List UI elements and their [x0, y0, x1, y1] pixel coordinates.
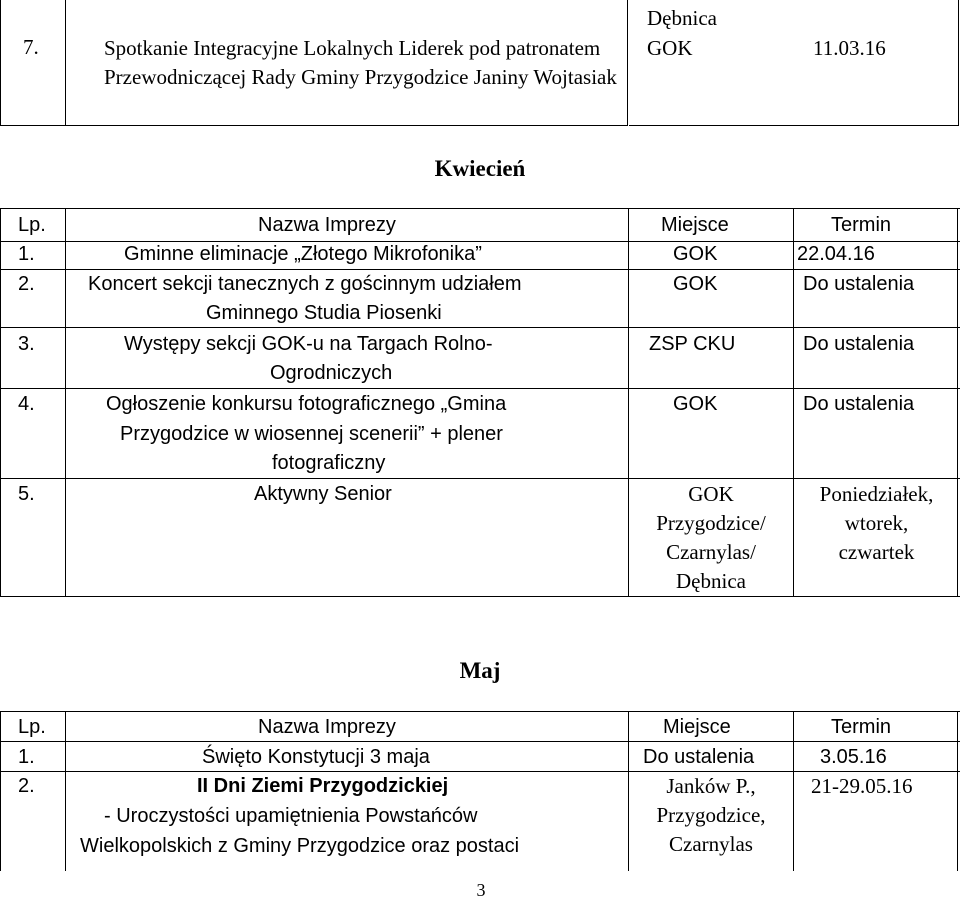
- table-row-lp: 3.: [18, 333, 35, 355]
- place-line: Janków P.,: [666, 774, 756, 798]
- table-row-name: Aktywny Senior: [254, 483, 392, 505]
- column-header-place: Miejsce: [661, 214, 729, 236]
- table-row-lp: 1.: [18, 746, 35, 768]
- section-heading-may: Maj: [459, 658, 501, 683]
- table-row-date: 22.04.16: [797, 243, 875, 265]
- table-row-lp: 4.: [18, 393, 35, 415]
- table-row-name-line2: - Uroczystości upamiętnienia Powstańców: [104, 805, 478, 827]
- table-cell: [629, 0, 959, 126]
- place-line: Przygodzice,: [656, 803, 766, 827]
- place-line: Dębnica: [676, 569, 746, 593]
- column-header-place: Miejsce: [663, 716, 731, 738]
- table-cell: [0, 0, 66, 126]
- event-place-line1: Dębnica: [647, 6, 717, 30]
- table-row-date: Do ustalenia: [803, 333, 915, 355]
- event-date: 11.03.16: [813, 36, 886, 60]
- table-row-date: 3.05.16: [820, 746, 887, 768]
- date-line: Poniedziałek,: [819, 482, 934, 506]
- table-row-name: Gminne eliminacje „Złotego Mikrofonika”: [124, 243, 482, 265]
- table-row-name-line2: Przygodzice w wiosennej scenerii” + plener: [120, 423, 503, 445]
- table-row-name-line1: Występy sekcji GOK-u na Targach Rolno-: [124, 333, 493, 355]
- column-header-date: Termin: [831, 214, 892, 236]
- column-header-lp: Lp.: [18, 214, 46, 236]
- table-row-place: [629, 480, 793, 596]
- table-row-name-line2: Ogrodniczych: [270, 362, 393, 384]
- table-row-date: Do ustalenia: [803, 393, 915, 415]
- place-line: Czarnylas/: [666, 540, 756, 564]
- column-header-date: Termin: [831, 716, 892, 738]
- table-row-name-line1: Koncert sekcji tanecznych z gościnnym udziałem: [88, 273, 522, 295]
- row-number: 7.: [23, 35, 39, 59]
- section-heading-april: Kwiecień: [434, 156, 526, 181]
- table-row-name-line3: Wielkopolskich z Gminy Przygodzice oraz postaci: [80, 835, 520, 857]
- event-place-line2: GOK: [647, 36, 693, 60]
- date-line: wtorek,: [844, 511, 909, 535]
- table-row-place: GOK: [673, 393, 718, 415]
- place-line: Czarnylas: [669, 832, 753, 856]
- table-cell: [66, 0, 628, 126]
- table-row-place: GOK: [673, 273, 718, 295]
- table-row-date: 21-29.05.16: [811, 774, 913, 798]
- column-header-lp: Lp.: [18, 716, 46, 738]
- table-row-name-line3: fotograficzny: [272, 452, 386, 474]
- table-row-place: GOK: [673, 243, 718, 265]
- date-line: czwartek: [838, 540, 915, 564]
- place-line: Przygodzice/: [656, 511, 766, 535]
- table-row-place: ZSP CKU: [649, 333, 736, 355]
- table-row-name-line1: II Dni Ziemi Przygodzickiej: [197, 775, 449, 797]
- table-row-lp: 5.: [18, 483, 35, 505]
- table-row-name-line1: Ogłoszenie konkursu fotograficznego „Gmina: [106, 393, 507, 415]
- table-row-date: [795, 480, 958, 567]
- table-row-place: Do ustalenia: [643, 746, 755, 768]
- page-number: 3: [476, 880, 486, 900]
- column-header-name: Nazwa Imprezy: [258, 214, 396, 236]
- table-row-place: [629, 772, 793, 859]
- table-row-lp: 1.: [18, 243, 35, 265]
- table-row-lp: 2.: [18, 273, 35, 295]
- column-header-name: Nazwa Imprezy: [258, 716, 396, 738]
- event-name: Spotkanie Integracyjne Lokalnych Liderek pod patronatem Przewodniczącej Rady Gminy Przygodzice Janiny Wojtasiak: [104, 36, 617, 89]
- table-row-name-line2: Gminnego Studia Piosenki: [206, 302, 442, 324]
- table-row-date: Do ustalenia: [803, 273, 915, 295]
- table-row-lp: 2.: [18, 775, 35, 797]
- place-line: GOK: [688, 482, 734, 506]
- table-row-name: Święto Konstytucji 3 maja: [202, 746, 430, 768]
